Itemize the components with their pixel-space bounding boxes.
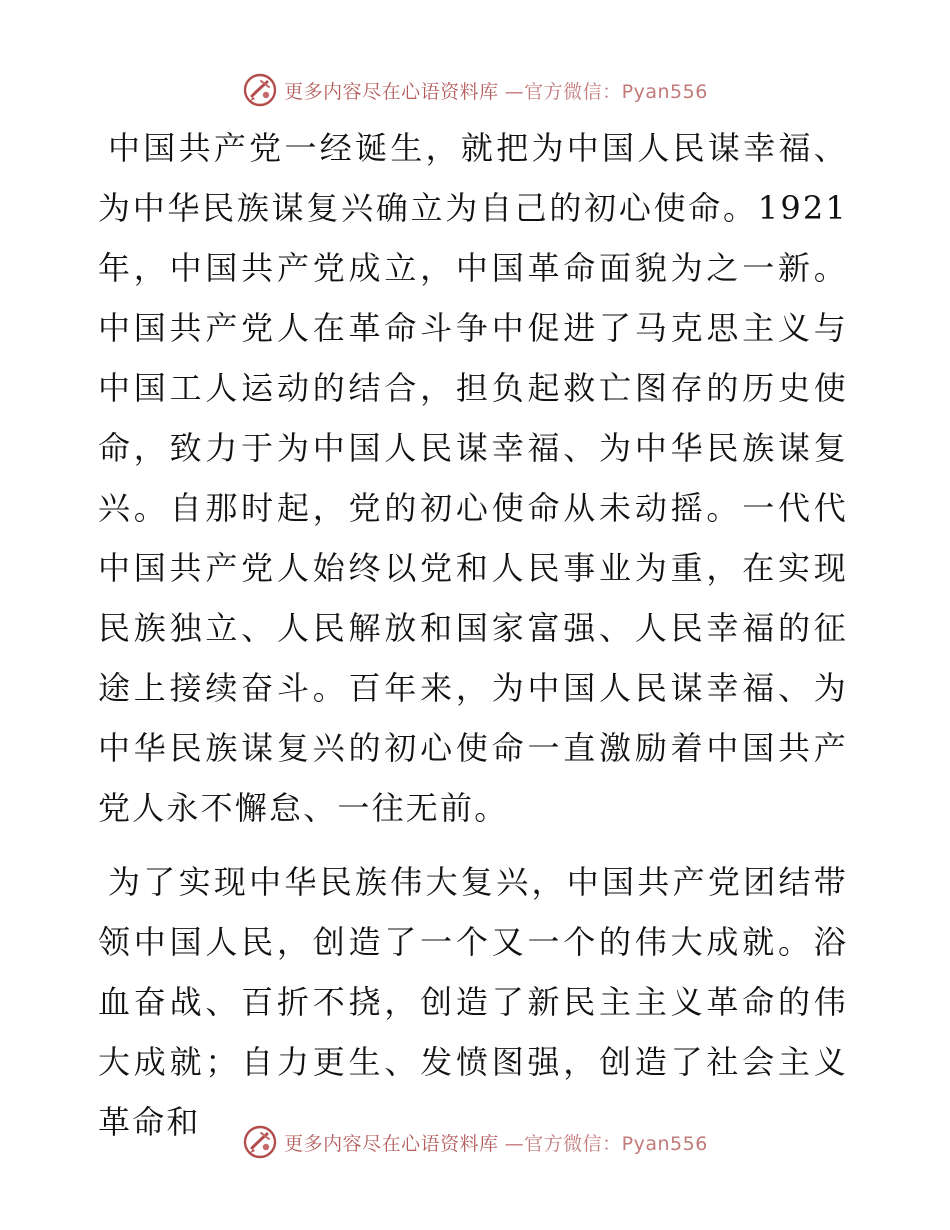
watermark-site-text: 更多内容尽在心语资料库 [284, 1132, 499, 1155]
pen-logo-icon [242, 72, 278, 108]
watermark-site-text: 更多内容尽在心语资料库 [284, 80, 499, 103]
paragraph-1: 中国共产党一经诞生，就把为中国人民谋幸福、为中华民族谋复兴确立为自己的初心使命。1921年，中国共产党成立，中国革命面貌为之一新。中国共产党人在革命斗争中促进了马克思主义与中国工人运动的结合，担负起救亡图存的历史使命，致力于为中国人民谋幸福、为中华民族谋复兴。自那时起，党的初心使命从未动摇。一代代中国共产党人始终以党和人民事业为重，在实现民族独立、人民解放和国家富强、人民幸福的征途上接续奋斗。百年来，为中国人民谋幸福、为中华民族谋复兴的初心使命一直激励着中国共产党人永不懈怠、一往无前。 [98, 129, 848, 827]
paragraph-2: 为了实现中华民族伟大复兴，中国共产党团结带领中国人民，创造了一个又一个的伟大成就。浴血奋战、百折不挠，创造了新民主主义革命的伟大成就；自力更生、发愤图强，创造了社会主义革命和 [98, 863, 848, 1141]
document-content [98, 118, 848, 1152]
watermark-contact-text: —官方微信：Pyan556 [504, 1132, 708, 1155]
pen-logo-icon [242, 1124, 278, 1160]
bottom-watermark [0, 1122, 950, 1162]
watermark-contact-text: —官方微信：Pyan556 [504, 80, 708, 103]
top-watermark [0, 70, 950, 110]
